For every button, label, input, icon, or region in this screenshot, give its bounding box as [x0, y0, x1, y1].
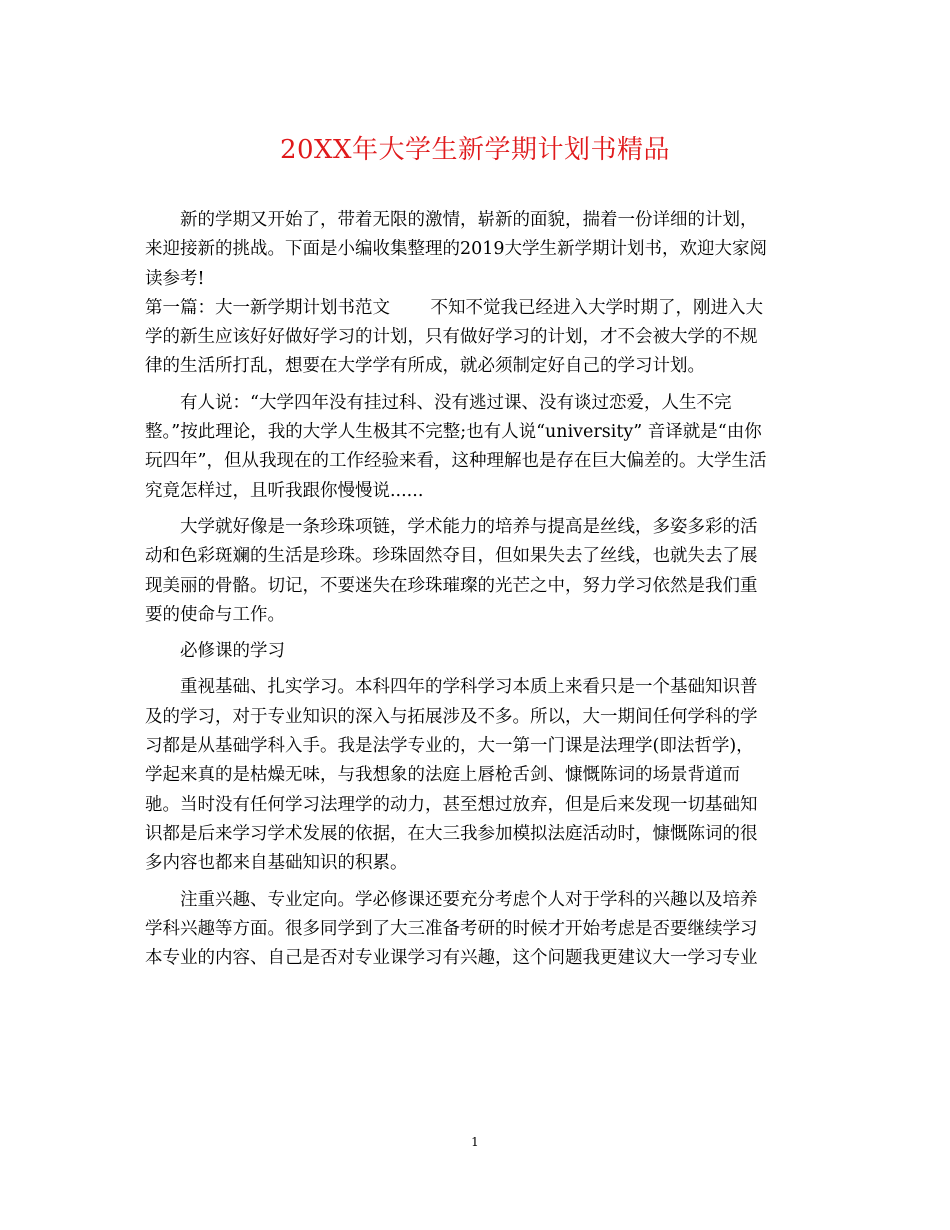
text-line: 玩四年”，但从我现在的工作经验来看，这种理解也是存在巨大偏差的。大学生活: [145, 451, 767, 472]
text-line: 及的学习，对于专业知识的深入与拓展涉及不多。所以，大一期间任何学科的学: [145, 706, 758, 727]
text-line: 读参考!: [145, 268, 205, 289]
text-line: 第一篇：大一新学期计划书范文 不知不觉我已经进入大学时期了，刚进入大: [145, 297, 764, 318]
text-line: 本专业的内容、自己是否对专业课学习有兴趣，这个问题我更建议大一学习专业: [145, 948, 758, 969]
text-line: 习都是从基础学科入手。我是法学专业的，大一第一门课是法理学(即法哲学)，: [145, 736, 754, 757]
document-body: [145, 206, 813, 973]
text-line: 多内容也都来自基础知识的积累。: [145, 853, 408, 874]
text-line: 大学就好像是一条珍珠项链，学术能力的培养与提高是丝线，多姿多彩的活: [145, 516, 758, 537]
text-line: 现美丽的骨骼。切记，不要迷失在珍珠璀璨的光芒之中，努力学习依然是我们重: [145, 575, 758, 596]
text-line: 来迎接新的挑战。下面是小编收集整理的2019大学生新学期计划书，欢迎大家阅: [145, 239, 768, 260]
text-line: 动和色彩斑斓的生活是珍珠。珍珠固然夺目，但如果失去了丝线，也就失去了展: [145, 546, 758, 567]
page-number: 1: [471, 1135, 479, 1149]
text-line: 究竟怎样过，且听我跟你慢慢说......: [145, 480, 424, 501]
text-line: 有人说：“大学四年没有挂过科、没有逃过课、没有谈过恋爱，人生不完: [145, 392, 732, 413]
text-line: 驰。当时没有任何学习法理学的动力，甚至想过放弃，但是后来发现一切基础知: [145, 794, 758, 815]
text-line: 律的生活所打乱，想要在大学学有所成，就必须制定好自己的学习计划。: [145, 356, 705, 377]
text-line: 识都是后来学习学术发展的依据，在大三我参加模拟法庭活动时，慷慨陈词的很: [145, 823, 758, 844]
text-line: 注重兴趣、专业定向。学必修课还要充分考虑个人对于学科的兴趣以及培养: [145, 889, 758, 910]
text-line: 要的使命与工作。: [145, 604, 285, 625]
text-line: 学起来真的是枯燥无味，与我想象的法庭上唇枪舌剑、慷慨陈词的场景背道而: [145, 765, 740, 786]
section-heading: 必修课的学习: [145, 641, 285, 662]
text-line: 重视基础、扎实学习。本科四年的学科学习本质上来看只是一个基础知识普: [145, 677, 758, 698]
text-line: 新的学期又开始了，带着无限的激情，崭新的面貌，揣着一份详细的计划，: [145, 210, 758, 230]
text-line: 整。”按此理论，我的大学人生极其不完整;也有人说“university” 音译就是“由你: [145, 422, 762, 443]
text-line: 学的新生应该好好做好学习的计划，只有做好学习的计划，才不会被大学的不规: [145, 327, 758, 348]
text-line: 学科兴趣等方面。很多同学到了大三准备考研的时候才开始考虑是否要继续学习: [145, 918, 758, 939]
document-title: 20XX年大学生新学期计划书精品: [279, 135, 671, 165]
